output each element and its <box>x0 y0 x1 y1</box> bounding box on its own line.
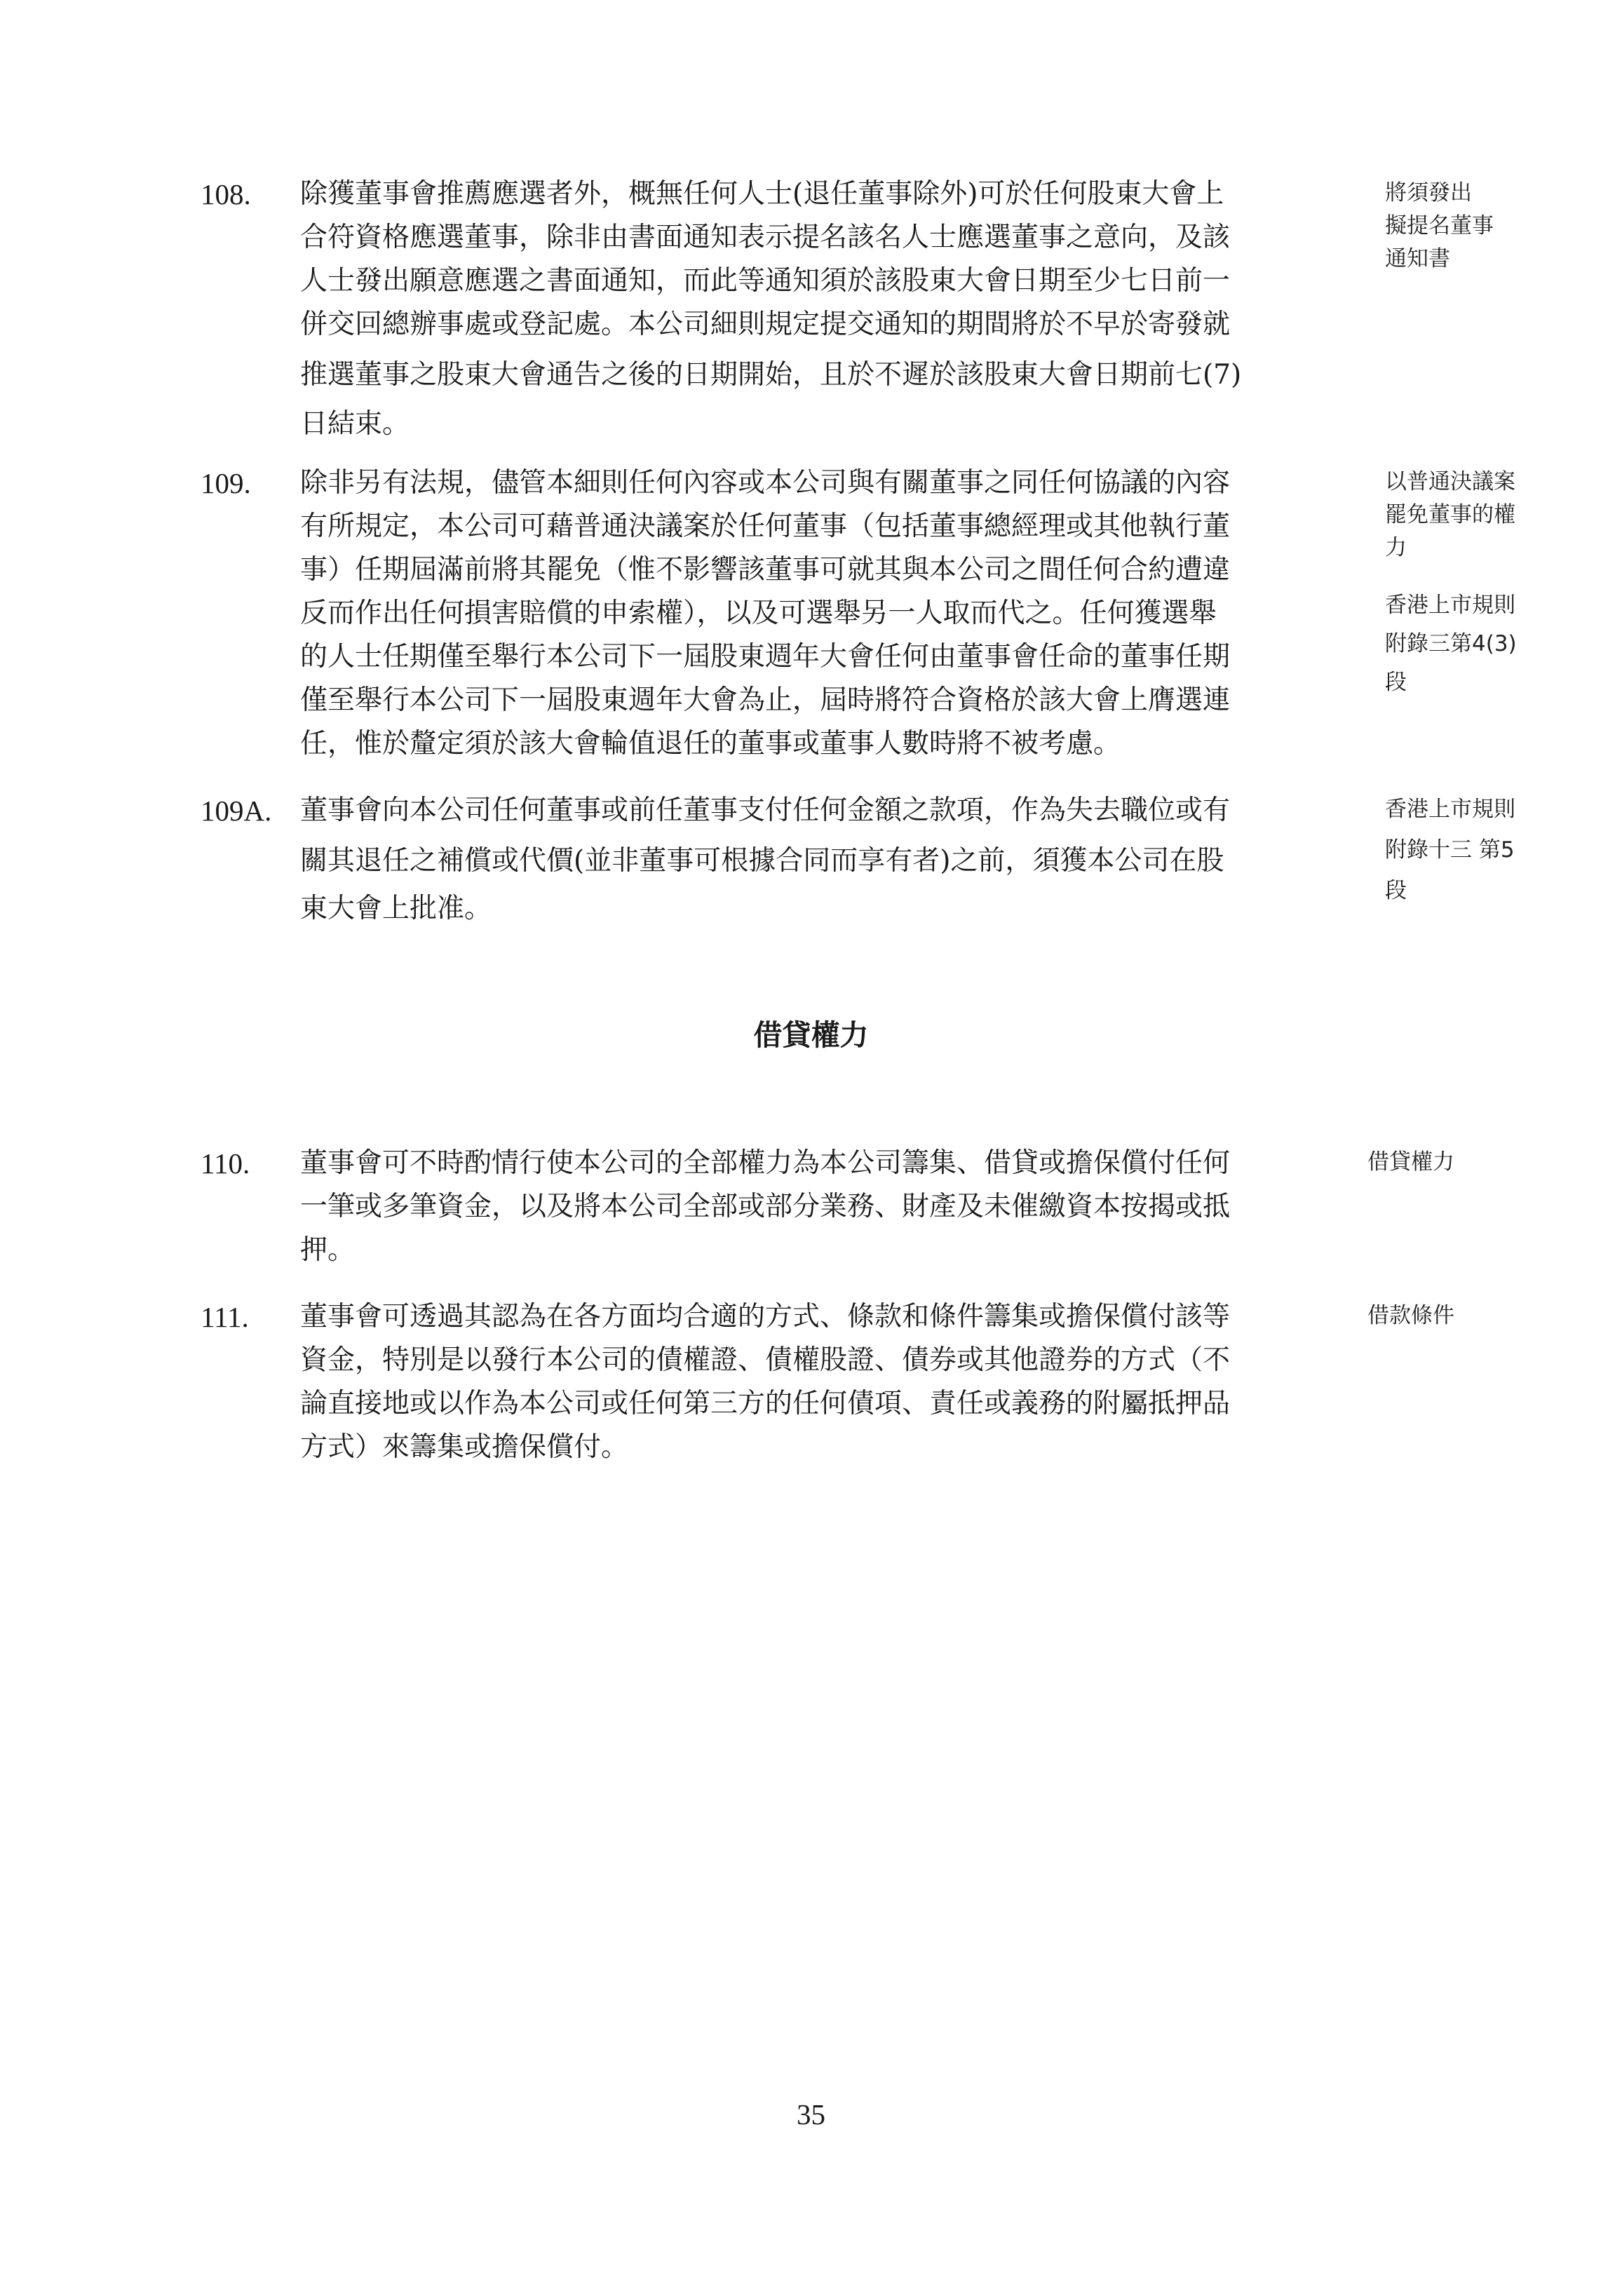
text-line: 一筆或多筆資金，以及將本公司全部或部分業務、財產及未催繳資本按揭或抵 <box>300 1191 1231 1222</box>
text-line: 人士發出願意應選之書面通知，而此等通知須於該股東大會日期至少七日前一 <box>300 265 1231 297</box>
page-number: 35 <box>797 2098 825 2130</box>
margin-note-line: 段 <box>1385 878 1407 903</box>
margin-note-line: 將須發出 <box>1385 180 1472 205</box>
text-line: 董事會可透過其認為在各方面均合適的方式、條款和條件籌集或擔保償付該等 <box>300 1301 1231 1332</box>
margin-note <box>1367 1146 1578 1179</box>
margin-note-line: 罷免董事的權 <box>1385 502 1515 527</box>
text-line: 方式）來籌集或擔保償付。 <box>300 1431 629 1463</box>
text-line: 併交回總辦事處或登記處。本公司細則規定提交通知的期間將於不早於寄發就 <box>300 309 1231 340</box>
margin-note-line: 借貸權力 <box>1367 1149 1454 1175</box>
article-text <box>300 1142 1338 1272</box>
margin-note <box>1367 1299 1578 1332</box>
margin-note-line: 段 <box>1385 670 1407 695</box>
text-line: 董事會可不時酌情行使本公司的全部權力為本公司籌集、借貸或擔保償付任何 <box>300 1147 1231 1179</box>
margin-note-line: 附錄三第4(3) <box>1385 631 1517 656</box>
article-number: 108. <box>201 178 251 210</box>
article-text <box>300 461 1338 766</box>
article-number: 109. <box>201 467 251 499</box>
margin-note-line: 附錄十三 第5 <box>1385 837 1515 863</box>
article-text <box>300 173 1338 446</box>
margin-note-line: 香港上市規則 <box>1385 593 1515 618</box>
margin-note-line: 香港上市規則 <box>1385 797 1515 822</box>
section-heading: 借貸權力 <box>753 1018 869 1052</box>
text-line: 除非另有法規，儘管本細則任何內容或本公司與有關董事之同任何協議的內容 <box>300 467 1231 499</box>
text-line: 的人士任期僅至舉行本公司下一屆股東週年大會任何由董事會任命的董事任期 <box>300 641 1231 673</box>
text-line: 推選董事之股東大會通告之後的日期開始，且於不遲於該股東大會日期前七(7) <box>300 359 1242 391</box>
text-line: 董事會向本公司任何董事或前任董事支付任何金額之款項，作為失去職位或有 <box>300 795 1231 826</box>
margin-note-line: 擬提名董事 <box>1385 213 1494 238</box>
text-line: 押。 <box>300 1234 356 1266</box>
text-line: 僅至舉行本公司下一屆股東週年大會為止，屆時將符合資格於該大會上膺選連 <box>300 684 1231 716</box>
text-line: 東大會上批准。 <box>300 893 492 924</box>
margin-note-line: 借款條件 <box>1367 1303 1454 1328</box>
article-text <box>300 789 1338 931</box>
article-number: 111. <box>201 1301 249 1333</box>
margin-note <box>1385 177 1595 276</box>
text-line: 合符資格應選董事，除非由書面通知表示提名該名人士應選董事之意向，及該 <box>300 222 1231 253</box>
text-line: 事）任期屆滿前將其罷免（惟不影響該董事可就其與本公司之間任何合約遭違 <box>300 554 1231 586</box>
text-line: 反而作出任何損害賠償的申索權），以及可選舉另一人取而代之。任何獲選舉 <box>300 597 1217 629</box>
margin-note-line: 通知書 <box>1385 246 1450 271</box>
text-line: 有所規定，本公司可藉普通決議案於任何董事（包括董事總經理或其他執行董 <box>300 511 1231 542</box>
margin-note-line: 力 <box>1385 535 1407 560</box>
text-line: 資金，特別是以發行本公司的債權證、債權股證、債券或其他證券的方式（不 <box>300 1344 1231 1376</box>
margin-note-line: 以普通決議案 <box>1385 469 1515 494</box>
text-line: 任，惟於釐定須於該大會輪值退任的董事或董事人數時將不被考慮。 <box>300 728 1121 759</box>
article-number: 110. <box>201 1147 250 1180</box>
text-line: 論直接地或以作為本公司或任何第三方的任何債項、責任或義務的附屬抵押品 <box>300 1388 1231 1419</box>
margin-note <box>1385 466 1595 699</box>
text-line: 日結束。 <box>300 408 410 440</box>
margin-note <box>1385 793 1595 907</box>
article-text <box>300 1295 1338 1469</box>
article-number: 109A. <box>201 795 272 827</box>
text-line: 除獲董事會推薦應選者外，概無任何人士(退任董事除外)可於任何股東大會上 <box>300 178 1224 210</box>
text-line: 關其退任之補償或代價(並非董事可根據合同而享有者)之前，須獲本公司在股 <box>300 845 1224 877</box>
